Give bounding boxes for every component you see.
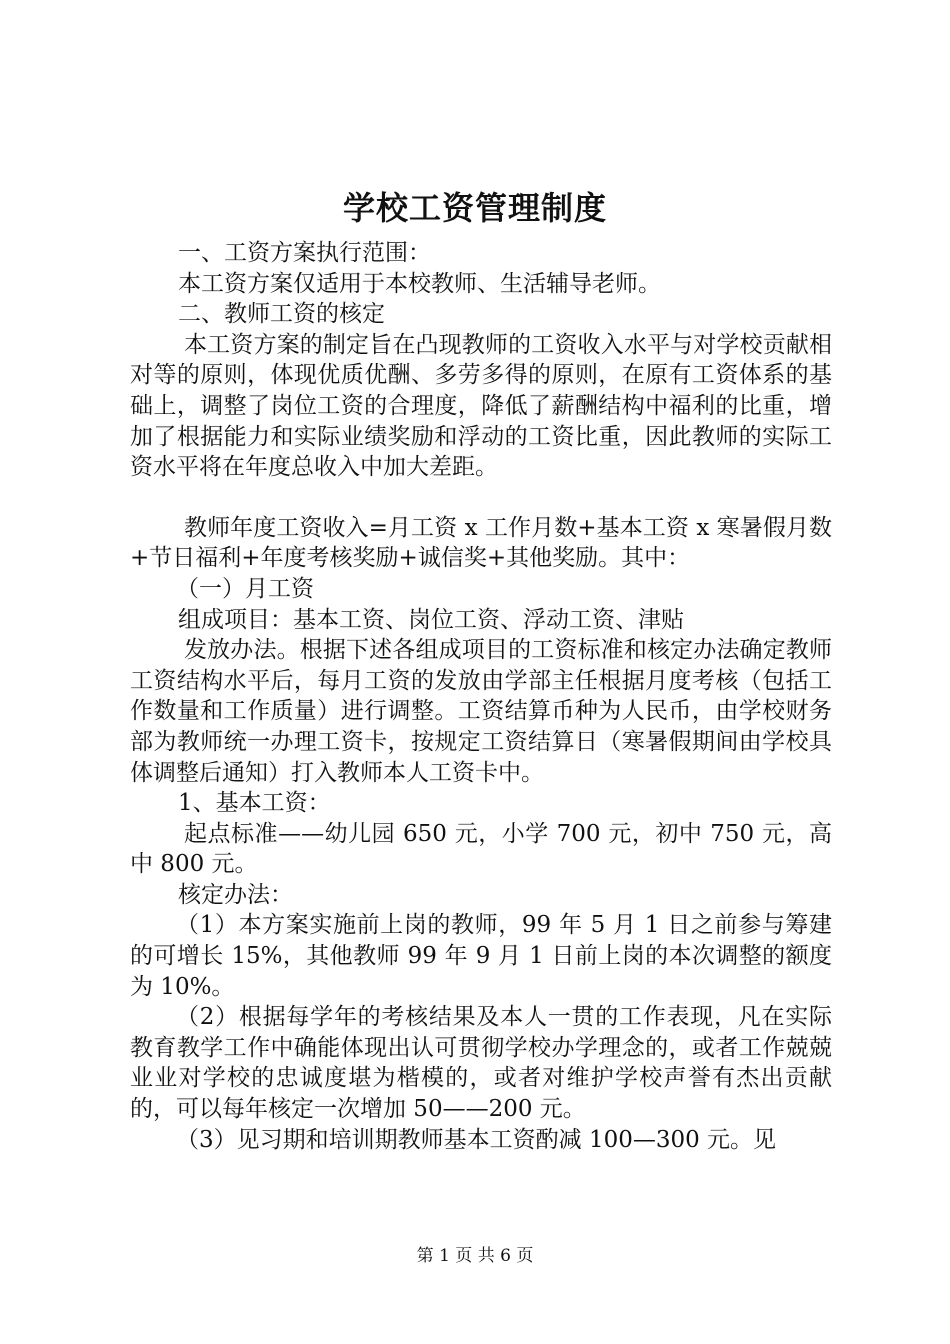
paragraph-principle: 本工资方案的制定旨在凸现教师的工资收入水平与对学校贡献相对等的原则，体现优质优酬、多劳多得的原则，在原有工资体系的基础上，调整了岗位工资的合理度，降低了薪酬结构中福利的比重，增加了根据能力和实际业绩奖励和浮动的工资比重，因此教师的实际工资水平将在年度总收入中加大差距。 <box>130 331 832 481</box>
subheading-monthly-salary: （一）月工资 <box>176 575 314 602</box>
paragraph-item-3: （3）见习期和培训期教师基本工资酌减 100—300 元。见 <box>176 1126 777 1153</box>
document-body <box>130 238 832 1155</box>
subheading-basic-salary: 1、基本工资： <box>178 790 331 817</box>
section-heading-scope: 一、工资方案执行范围： <box>178 240 431 266</box>
paragraph-item-1: （1）本方案实施前上岗的教师，99 年 5 月 1 日之前参与筹建的可增长 15%，其他教师 99 年 9 月 1 日前上岗的本次调整的额度为 10%。 <box>130 912 832 1000</box>
paragraph-payment-method: 发放办法。根据下述各组成项目的工资标准和核定办法确定教师工资结构水平后，每月工资的发放由学部主任根据月度考核（包括工作数量和工作质量）进行调整。工资结算币种为人民币，由学校财务部为教师统一办理工资卡，按规定工资结算日（寒暑假期间由学校具体调整后通知）打入教师本人工资卡中。 <box>130 637 832 786</box>
paragraph-scope: 本工资方案仅适用于本校教师、生活辅导老师。 <box>178 270 661 297</box>
paragraph-components: 组成项目：基本工资、岗位工资、浮动工资、津贴 <box>178 606 684 633</box>
blank-line <box>130 483 832 513</box>
page-footer: 第 1 页 共 6 页 <box>416 1246 534 1266</box>
paragraph-formula: 教师年度工资收入=月工资 x 工作月数+基本工资 x 寒暑假月数+节日福利+年度考核奖励+诚信奖+其他奖励。其中： <box>130 514 832 572</box>
paragraph-starting-standard: 起点标准——幼儿园 650 元，小学 700 元，初中 750 元，高中 800 元。 <box>130 820 832 878</box>
subheading-method: 核定办法： <box>178 881 293 908</box>
section-heading-salary: 二、教师工资的核定 <box>178 301 385 328</box>
paragraph-item-2: （2）根据每学年的考核结果及本人一贯的工作表现，凡在实际教育教学工作中确能体现出认可贯彻学校办学理念的，或者工作兢兢业业对学校的忠诚度堪为楷模的，或者对维护学校声誉有杰出贡献的，可以每年核定一次增加 50——200 元。 <box>130 1004 832 1123</box>
document-title: 学校工资管理制度 <box>342 189 607 227</box>
